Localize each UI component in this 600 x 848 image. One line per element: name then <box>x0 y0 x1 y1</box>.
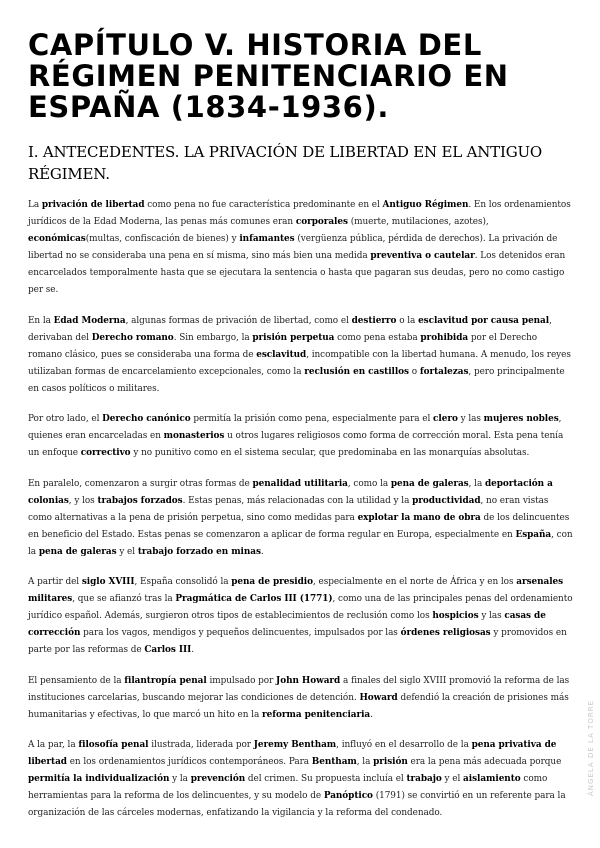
bold-term: trabajos forzados <box>97 495 183 506</box>
bold-term: Jeremy Bentham <box>253 740 337 750</box>
bold-term: permitía la individualización <box>28 774 170 784</box>
bold-term: John Howard <box>276 675 341 686</box>
bold-term: Bentham <box>311 757 357 767</box>
bold-term: Edad Moderna <box>53 315 126 326</box>
bold-term: reforma penitenciaria <box>262 709 371 720</box>
paragraph: El pensamiento de la filantropía penal impulsado por John Howard a finales del siglo XVIII promovió la reforma de las instituciones carcelarias, buscando mejorar las condiciones de detención. Howard defendió la creación de prisiones más humanitarias y efectivas, lo que marcó un hito en la reforma penitenciaria. <box>28 675 570 720</box>
bold-term: prisión perpetua <box>252 332 335 343</box>
bold-term: Howard <box>359 692 398 703</box>
bold-term: pena de galeras <box>38 546 117 557</box>
paragraph: La privación de libertad como pena no fue característica predominante en el Antiguo Régimen. En los ordenamientos jurídicos de la Edad Moderna, las penas más comunes eran corporales (muerte, mutilaciones, azotes), económicas(multas, confiscación de bienes) y infamantes (vergüenza pública, pérdida de derechos). La privación de libertad no se consideraba una pena en sí misma, sino más bien una medida preventiva o cautelar. Los detenidos eran encarcelados temporalmente hasta que se ejecutara la sentencia o hasta que pagaran sus deudas, pero no como castigo per se. <box>28 200 571 295</box>
bold-term: hospicios <box>432 611 479 621</box>
bold-term: prisión <box>373 757 408 767</box>
bold-term: Pragmática de Carlos III (1771) <box>175 594 333 604</box>
bold-term: productividad <box>412 495 481 506</box>
bold-term: esclavitud <box>256 349 307 360</box>
bold-term: Derecho canónico <box>102 414 191 424</box>
bold-term: casas de corrección <box>28 611 546 638</box>
bold-term: España <box>515 529 552 540</box>
bold-term: prohibida <box>420 332 469 343</box>
bold-term: esclavitud por causa penal <box>418 315 550 326</box>
bold-term: Carlos III <box>144 645 192 655</box>
bold-term: trabajo <box>406 774 442 784</box>
bold-term: Panóptico <box>323 791 373 801</box>
bold-term: infamantes <box>239 234 295 244</box>
bold-term: pena de presidio <box>231 577 313 587</box>
bold-term: pena de galeras <box>390 478 469 489</box>
bold-term: aislamiento <box>463 774 521 784</box>
paragraph: En paralelo, comenzaron a surgir otras formas de penalidad utilitaria, como la pena de galeras, la deportación a colonias, y los trabajos forzados. Estas penas, más relacionadas con la utilidad y la productividad, no eran vistas como alternativas a la pena de prisión perpetua, sino como medidas para explotar la mano de obra de los delincuentes en beneficio del Estado. Estas penas se comenzaron a aplicar de forma regular en Europa, especialmente en España, con la pena de galeras y el trabajo forzado en minas. <box>28 478 573 557</box>
bold-term: deportación a colonias <box>28 478 553 506</box>
bold-term: corporales <box>295 217 348 227</box>
bold-term: arsenales militares <box>28 577 564 604</box>
bold-term: siglo XVIII <box>81 577 135 587</box>
bold-term: fortalezas <box>419 366 469 377</box>
bold-term: destierro <box>351 315 397 326</box>
bold-term: Derecho romano <box>91 332 174 343</box>
document-page <box>28 30 573 836</box>
bold-term: reclusión en castillos <box>304 366 409 377</box>
bold-term: pena privativa de libertad <box>28 740 557 767</box>
paragraph: A partir del siglo XVIII, España consolidó la pena de presidio, especialmente en el norte de África y en los arsenales militares, que se afianzó tras la Pragmática de Carlos III (1771), como una de las principales penas del ordenamiento jurídico español. Además, surgieron otros tipos de establecimientos de reclusión como los hospicios y las casas de corrección para los vagos, mendigos y pequeños delincuentes, impulsados por las órdenes religiosas y promovidos en parte por las reformas de Carlos III. <box>28 577 573 655</box>
paragraph: En la Edad Moderna, algunas formas de privación de libertad, como el destierro o la esclavitud por causa penal, derivaban del Derecho romano. Sin embargo, la prisión perpetua como pena estaba prohibida por el Derecho romano clásico, pues se consideraba una forma de esclavitud, incompatible con la libertad humana. A menudo, los reyes utilizaban formas de encarcelamiento excepcionales, como la reclusión en castillos o fortalezas, pero principalmente en casos políticos o militares. <box>28 315 571 394</box>
bold-term: preventiva o cautelar <box>370 251 475 261</box>
bold-term: mujeres nobles <box>483 414 559 424</box>
paragraph: Por otro lado, el Derecho canónico permitía la prisión como pena, especialmente para el clero y las mujeres nobles, quienes eran encarceladas en monasterios u otros lugares religiosos como forma de corrección moral. Esta pena tenía un enfoque correctivo y no punitivo como en el sistema secular, que predominaba en las monarquías absolutas. <box>28 414 564 458</box>
bold-term: filantropía penal <box>124 675 207 686</box>
author-watermark: ÁNGELA DE LA TORRE <box>587 700 595 796</box>
bold-term: trabajo forzado en minas <box>137 546 261 557</box>
bold-term: Antiguo Régimen <box>382 200 469 210</box>
document-body <box>28 197 573 822</box>
bold-term: órdenes religiosas <box>400 628 491 638</box>
bold-term: correctivo <box>80 448 131 458</box>
paragraph: A la par, la filosofía penal ilustrada, liderada por Jeremy Bentham, influyó en el desarrollo de la pena privativa de libertad en los ordenamientos jurídicos contemporáneos. Para Bentham, la prisión era la pena más adecuada porque permitía la individualización y la prevención del crimen. Su propuesta incluía el trabajo y el aislamiento como herramientas para la reforma de los delincuentes, y su modelo de Panóptico (1791) se convirtió en un referente para la organización de las cárceles modernas, enfatizando la vigilancia y la reforma del condenado. <box>28 740 566 818</box>
bold-term: monasterios <box>163 431 225 441</box>
section-heading: I. ANTECEDENTES. LA PRIVACIÓN DE LIBERTAD EN EL ANTIGUO RÉGIMEN. <box>28 143 543 183</box>
bold-term: clero <box>433 414 458 424</box>
bold-term: prevención <box>190 774 246 784</box>
bold-term: penalidad utilitaria <box>252 478 348 489</box>
bold-term: económicas <box>28 234 86 244</box>
bold-term: privación de libertad <box>41 200 145 210</box>
bold-term: explotar la mano de obra <box>357 512 481 523</box>
chapter-title: CAPÍTULO V. HISTORIA DEL RÉGIMEN PENITENCIARIO EN ESPAÑA (1834-1936). <box>28 28 509 124</box>
bold-term: filosofía penal <box>78 740 149 750</box>
